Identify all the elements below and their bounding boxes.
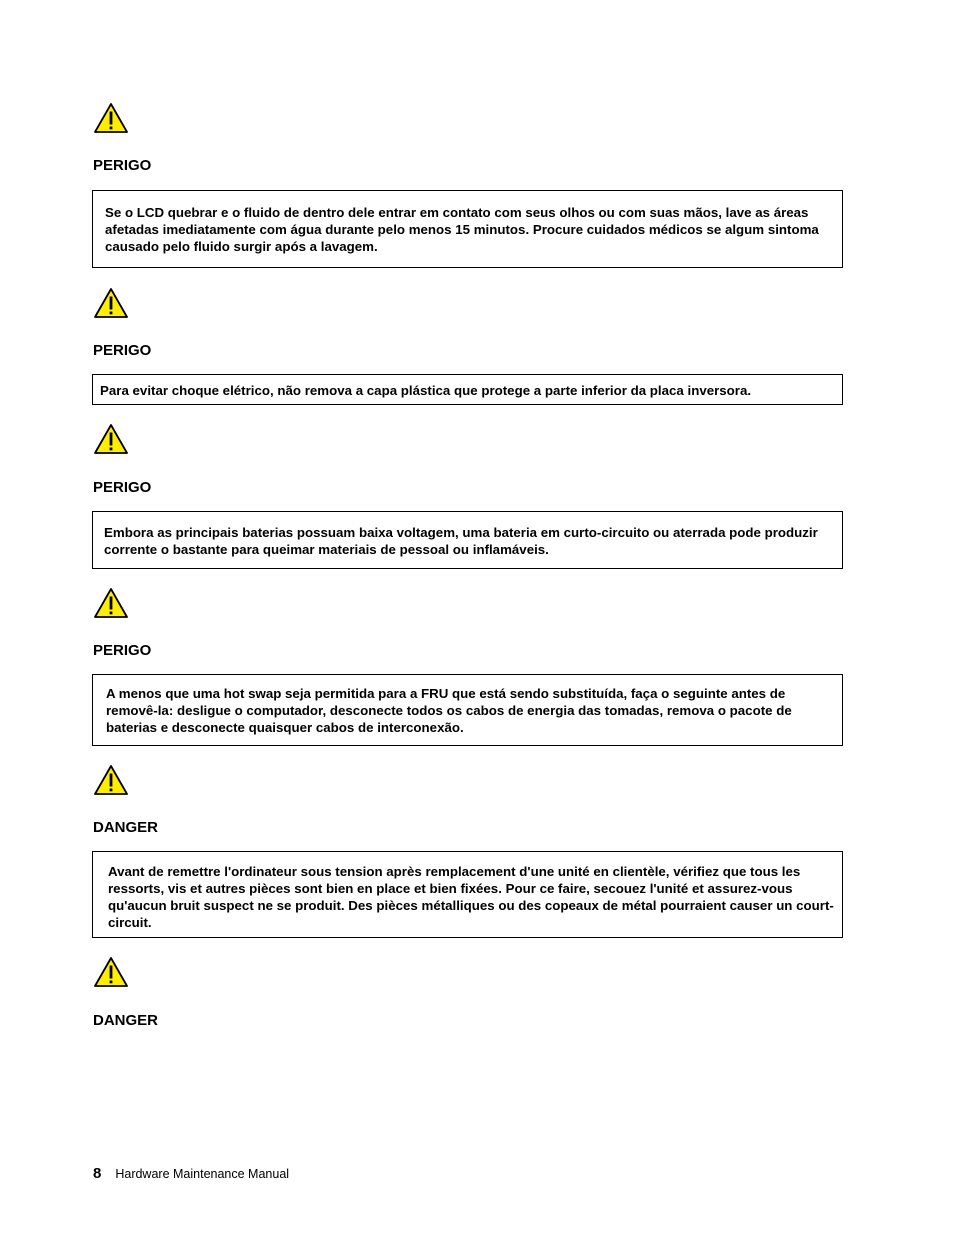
danger-notice-box bbox=[92, 190, 843, 268]
warning-triangle-icon bbox=[93, 764, 129, 796]
danger-notice-box bbox=[92, 374, 843, 405]
warning-triangle-icon bbox=[93, 587, 129, 619]
danger-heading: DANGER bbox=[93, 1012, 159, 1029]
danger-heading: PERIGO bbox=[93, 479, 152, 496]
danger-heading: PERIGO bbox=[93, 642, 152, 659]
warning-triangle-icon bbox=[93, 287, 129, 319]
page-footer bbox=[93, 1165, 289, 1183]
danger-heading: PERIGO bbox=[93, 157, 152, 174]
danger-notice-text: A menos que uma hot swap seja permitida para a FRU que está sendo substituída, faça o seguinte antes de removê-la: desligue o computador, desconecte todos os cabos de energia das tomadas, remova o pacote de baterias e desconecte quaisquer cabos de interconexão. bbox=[106, 686, 792, 735]
warning-triangle-icon bbox=[93, 102, 129, 134]
page-number: 8 bbox=[93, 1165, 102, 1182]
danger-notice-box bbox=[92, 851, 843, 938]
warning-triangle-icon bbox=[93, 423, 129, 455]
manual-title: Hardware Maintenance Manual bbox=[115, 1167, 290, 1181]
danger-notice-box bbox=[92, 511, 843, 569]
danger-notice-text: Embora as principais baterias possuam baixa voltagem, uma bateria em curto-circuito ou aterrada pode produzir corrente o bastante para queimar materiais de pessoal ou inflamáveis. bbox=[104, 525, 818, 557]
danger-notice-text: Para evitar choque elétrico, não remova a capa plástica que protege a parte inferior da placa inversora. bbox=[100, 383, 752, 398]
warning-triangle-icon bbox=[93, 956, 129, 988]
danger-notice-box bbox=[92, 674, 843, 746]
danger-notice-text: Se o LCD quebrar e o fluido de dentro dele entrar em contato com seus olhos ou com suas mãos, lave as áreas afetadas imediatamente com água durante pelo menos 15 minutos. Procure cuidados médicos se algum sintoma causado pelo fluido surgir após a lavagem. bbox=[105, 205, 819, 254]
danger-heading: PERIGO bbox=[93, 342, 152, 359]
danger-notice-text: Avant de remettre l'ordinateur sous tension après remplacement d'une unité en clientèle, vérifiez que tous les ressorts, vis et autres pièces sont bien en place et bien fixées. Pour ce faire, secouez l'unité et assurez-vous qu'aucun bruit suspect ne se produit. Des pièces métalliques ou des copeaux de métal pourraient causer un court-circuit. bbox=[108, 864, 834, 930]
danger-heading: DANGER bbox=[93, 819, 159, 836]
